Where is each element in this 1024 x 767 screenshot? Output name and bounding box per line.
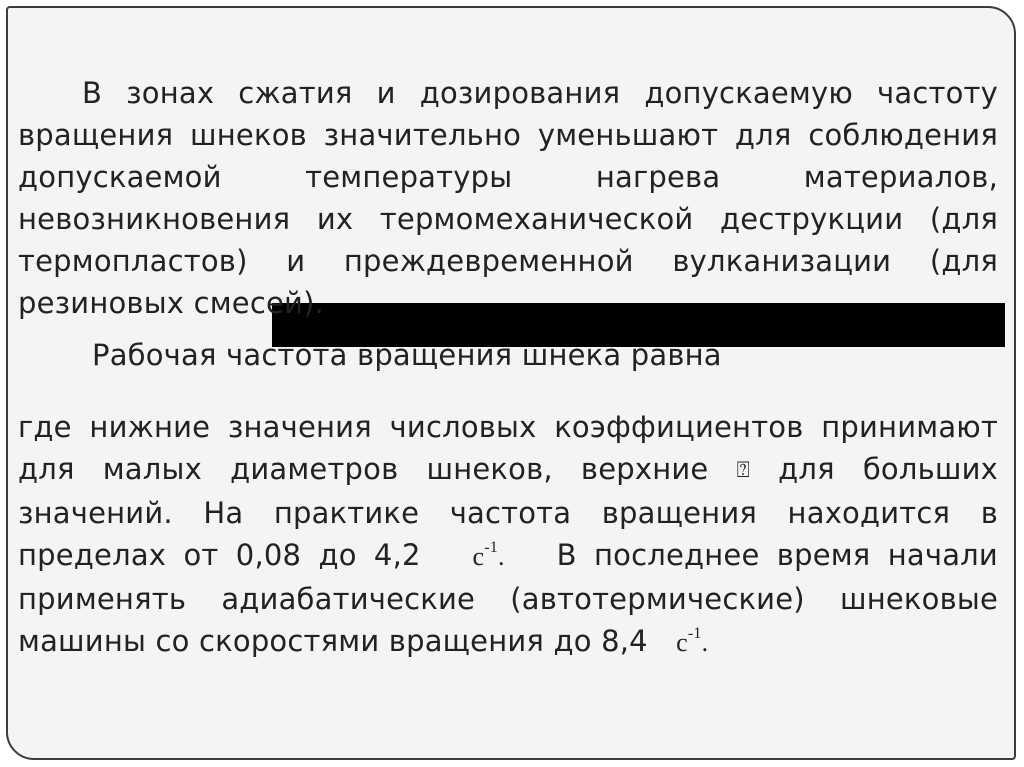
unit-1-symbol: с	[472, 542, 485, 571]
paragraph-2-part-3: В последнее время начали применять адиабатические (автотермические) шнековые машины со скоростями вращения до 8,4	[18, 538, 998, 658]
paragraph-2-part-1: где нижние значения числовых коэффициентов принимают для малых диаметров шнеков, верхние	[18, 410, 998, 486]
paragraph-2-part-2: для больших значений. На практике частота вращения находится в пределах от 0,08 до 4,2	[18, 452, 999, 572]
missing-glyph-icon: ⍰	[736, 458, 750, 483]
unit-per-second-1	[472, 539, 505, 571]
formula-row	[18, 334, 998, 406]
unit-2-exponent: -1	[687, 625, 702, 642]
formula-intro: Рабочая частота вращения шнека равна	[92, 338, 722, 372]
slide-content	[18, 72, 998, 664]
unit-2-symbol: с	[676, 628, 688, 657]
unit-1-tail: .	[498, 542, 505, 571]
unit-1-exponent: -1	[484, 539, 499, 556]
unit-2-tail: .	[701, 628, 709, 657]
paragraph-1: В зонах сжатия и дозирования допускаемую частоту вращения шнеков значительно уменьшают для соблюдения допускаемой температуры нагрева материалов, невозникновения их термомеханической деструкции (для термопластов) и преждевременной вулканизации (для резиновых смесей).	[18, 76, 998, 320]
unit-per-second-2	[676, 625, 709, 657]
paragraph-2	[18, 406, 998, 664]
